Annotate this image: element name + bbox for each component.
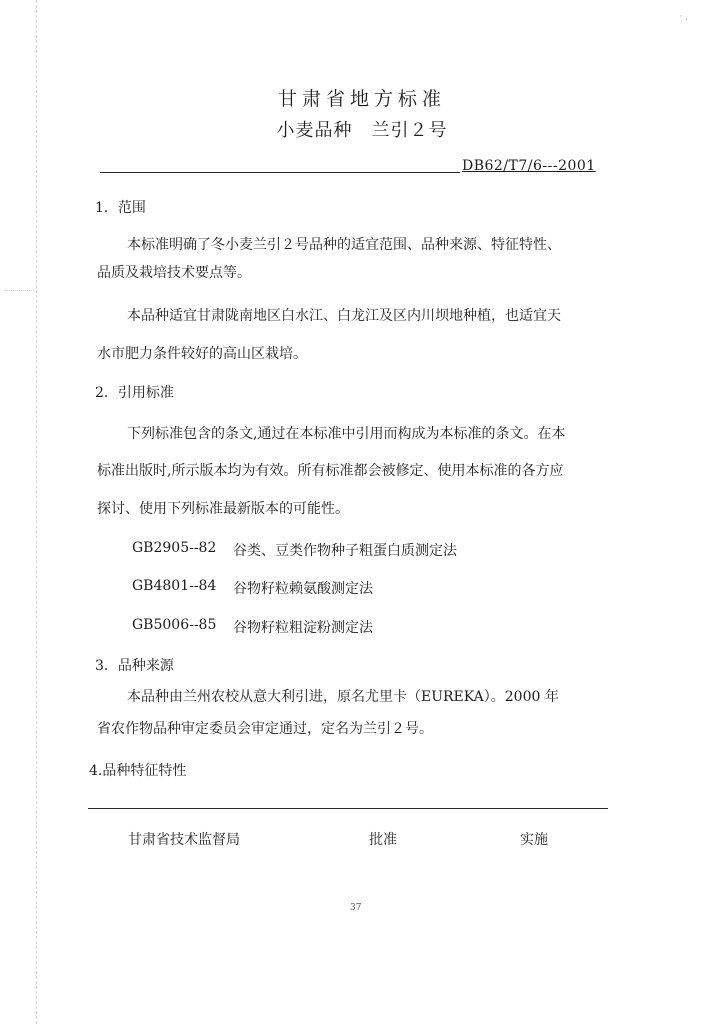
header-rule: [100, 172, 460, 173]
source-paragraph-line-1: 本品种由兰州农校从意大利引进，原名尤里卡（EUREKA）。2000 年: [127, 689, 559, 705]
implement-label: 实施: [520, 832, 548, 848]
reference-name: 谷类、豆类作物种子粗蛋白质测定法: [233, 543, 457, 559]
reference-name: 谷物籽粒粗淀粉测定法: [233, 620, 373, 636]
document-title: 甘肃省地方标准: [277, 88, 446, 110]
scope-heading: 1．范围: [95, 200, 146, 216]
document-subtitle: 小麦品种 兰引２号: [276, 120, 448, 141]
reference-code: GB4801--84: [132, 578, 217, 594]
page-number: 37: [350, 903, 362, 913]
traits-heading: 4.品种特征特性: [89, 763, 187, 779]
references-paragraph-line-2: 标准出版时,所示版本均为有效。所有标准都会被修定、使用本标准的各方应: [97, 463, 564, 479]
references-paragraph-line-1: 下列标准包含的条文,通过在本标准中引用而构成为本标准的条文。在本: [127, 426, 566, 442]
scope-paragraph-2-line-1: 本品种适宜甘肃陇南地区白水江、白龙江及区内川坝地种植，也适宜天: [127, 308, 561, 324]
source-heading: 3．品种来源: [95, 658, 174, 674]
scope-paragraph-1-line-2: 品质及栽培技术要点等。: [97, 265, 251, 281]
references-heading: 2．引用标准: [95, 385, 174, 401]
reference-code: GB5006--85: [132, 617, 217, 633]
scan-mark: [4, 290, 34, 291]
scope-paragraph-1-line-1: 本标准明确了冬小麦兰引２号品种的适宜范围、品种来源、特征特性、: [127, 237, 561, 253]
scan-edge: [36, 0, 37, 1024]
corner-mark: · ‚: [679, 12, 688, 22]
issuer-label: 甘肃省技术监督局: [128, 832, 240, 848]
scope-paragraph-2-line-2: 水市肥力条件较好的高山区栽培。: [97, 346, 307, 362]
standard-number: DB62/T7/6---2001: [462, 158, 596, 174]
references-paragraph-line-3: 探讨、使用下列标准最新版本的可能性。: [97, 501, 349, 517]
footer-rule: [88, 808, 608, 809]
reference-code: GB2905--82: [132, 540, 217, 556]
source-paragraph-line-2: 省农作物品种审定委员会审定通过，定名为兰引２号。: [97, 721, 433, 737]
reference-name: 谷物籽粒赖氨酸测定法: [233, 581, 373, 597]
approve-label: 批准: [369, 832, 397, 848]
